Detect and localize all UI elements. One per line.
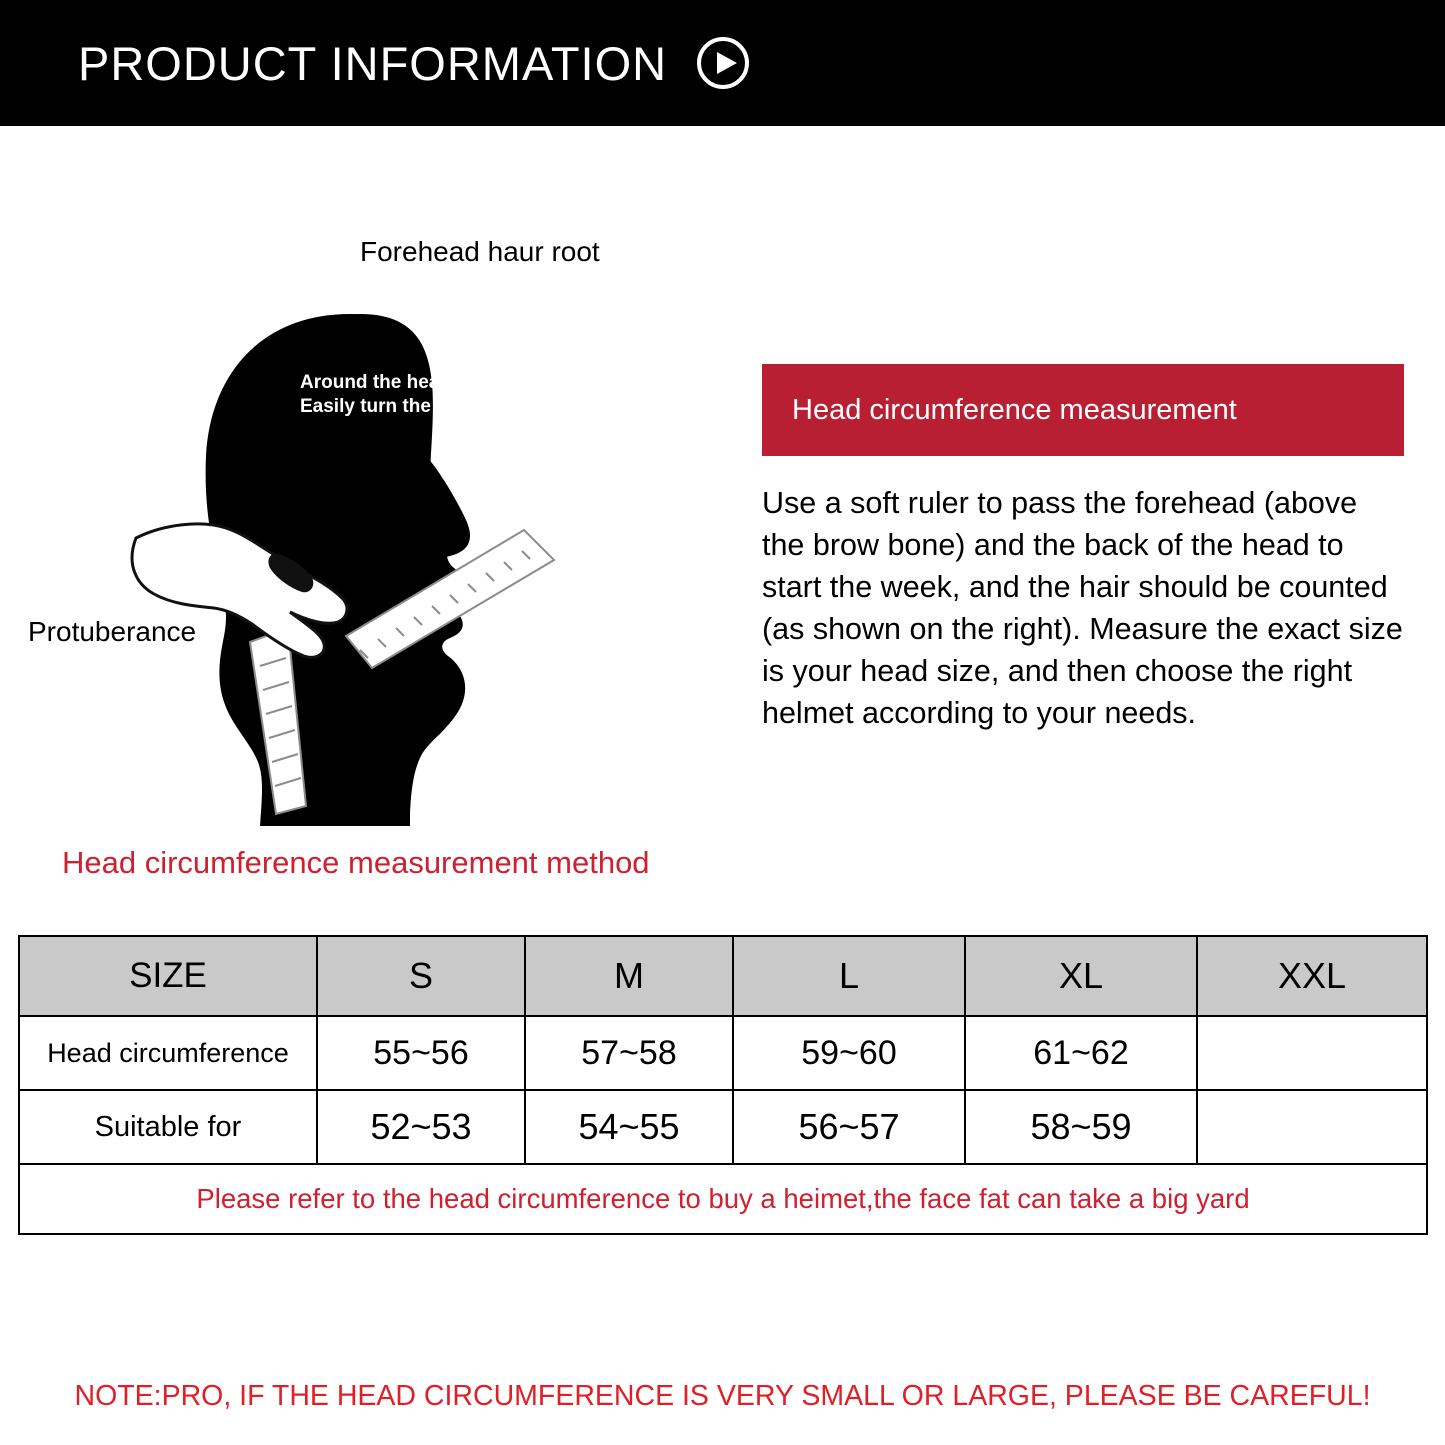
cell-head-circumference-l: 59~60 [733,1016,965,1090]
play-circle-icon[interactable] [695,35,751,91]
table-header-cell-xl: XL [965,936,1197,1016]
info-column [762,364,1404,734]
measurement-diagram [0,126,740,826]
table-header-cell-s: S [317,936,525,1016]
cell-suitable-for-s: 52~53 [317,1090,525,1164]
table-header-cell-xxl: XXL [1197,936,1427,1016]
table-header-row [19,936,1427,1016]
page-header [0,0,1445,126]
cell-head-circumference-xxl [1197,1016,1427,1090]
cell-suitable-for-xl: 58~59 [965,1090,1197,1164]
cell-suitable-for-xxl [1197,1090,1427,1164]
table-note: Please refer to the head circumference to buy a heimet,the face fat can take a big yard [19,1164,1427,1234]
row-label-suitable-for: Suitable for [19,1090,317,1164]
page-title: PRODUCT INFORMATION [78,36,668,90]
cell-head-circumference-xl: 61~62 [965,1016,1197,1090]
info-paragraph: Use a soft ruler to pass the forehead (above the brow bone) and the back of the head to start the week, and the hair should be counted (as shown on the right). Measure the exact size is your head size, and then choose the right helmet according to your needs. [762,486,1403,731]
method-caption: Head circumference measurement method [62,845,650,880]
size-chart-table [18,935,1428,1235]
protuberance-label: Protuberance [28,616,197,647]
table-note-row [19,1164,1427,1234]
table-header-cell-l: L [733,936,965,1016]
table-header-cell-size: SIZE [19,936,317,1016]
info-banner [762,364,1404,456]
forehead-label: Forehead haur root [360,236,600,267]
around-head-line-1: Around the head [300,372,451,393]
cell-head-circumference-m: 57~58 [525,1016,733,1090]
cell-suitable-for-l: 56~57 [733,1090,965,1164]
around-head-label [300,371,523,420]
cell-head-circumference-s: 55~56 [317,1016,525,1090]
footer-note: NOTE:PRO, IF THE HEAD CIRCUMFERENCE IS VERY SMALL OR LARGE, PLEASE BE CAREFUL! [74,1380,1371,1412]
row-label-head-circumference: Head circumference [19,1016,317,1090]
info-banner-title: Head circumference measurement [792,393,1237,426]
cell-suitable-for-m: 54~55 [525,1090,733,1164]
table-header-cell-m: M [525,936,733,1016]
table-row [19,1090,1427,1164]
around-head-line-2: Easily turn the tape ruler [300,396,523,418]
table-row [19,1016,1427,1090]
